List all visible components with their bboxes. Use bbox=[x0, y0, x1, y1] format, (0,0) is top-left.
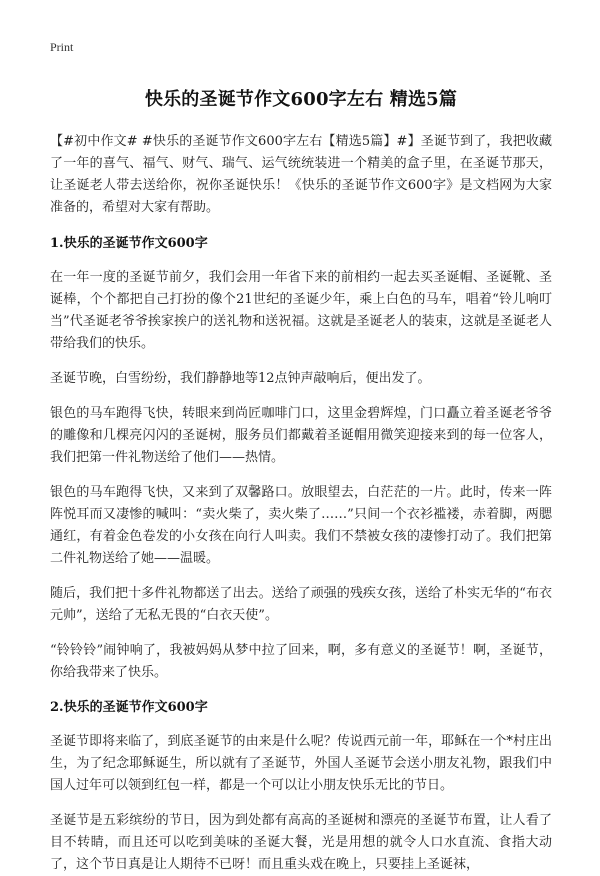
section-2-paragraph: 圣诞节即将来临了，到底圣诞节的由来是什么呢？传说西元前一年，耶稣在一个*村庄出生，为了纪念耶稣诞生，所以就有了圣诞节，外国人圣诞节会送小朋友礼物，跟我们中国人过年可以领到红包一样，都是一个可以让小朋友快乐无比的节日。 bbox=[50, 734, 552, 793]
section-1-paragraph: 随后，我们把十多件礼物都送了出去。送给了顽强的残疾女孩，送给了朴实无华的“布衣元帅”，送给了无私无畏的“白衣天使”。 bbox=[50, 586, 552, 623]
section-1-heading: 1.快乐的圣诞节作文600字 bbox=[50, 236, 208, 251]
section-1-paragraph: 银色的马车跑得飞快，又来到了双馨路口。放眼望去，白茫茫的一片。此时，传来一阵阵悦耳而又凄惨的喊叫：“卖火柴了，卖火柴了……”只间一个衣衫褴褛，赤着脚，两腮通红，有着金色卷发的小女孩在向行人叫卖。我们不禁被女孩的凄惨打动了。我们把第二件礼物送给了她——温暖。 bbox=[50, 485, 552, 566]
section-1-paragraph: 圣诞节晚，白雪纷纷，我们静静地等12点钟声敲响后，便出发了。 bbox=[50, 371, 431, 386]
page-title: 快乐的圣诞节作文600字左右 精选5篇 bbox=[144, 89, 458, 110]
section-1-paragraph: 银色的马车跑得飞快，转眼来到尚匠咖啡门口，这里金碧辉煌，门口矗立着圣诞老爷爷的雕像和几棵亮闪闪的圣诞树，服务员们都戴着圣诞帽用微笑迎接来到的每一位客人，我们把第一件礼物送给了他们——热情。 bbox=[50, 406, 552, 465]
print-link[interactable]: Print bbox=[50, 40, 74, 54]
section-1-paragraph: 在一年一度的圣诞节前夕，我们会用一年省下来的前相约一起去买圣诞帽、圣诞靴、圣诞棒，个个都把自己打扮的像个21世纪的圣诞少年，乘上白色的马车，唱着“铃儿响叮当”代圣诞老爷爷挨家挨户的送礼物和送祝福。这就是圣诞老人的装束，这就是圣诞老人带给我们的快乐。 bbox=[50, 270, 552, 351]
section-2-heading: 2.快乐的圣诞节作文600字 bbox=[50, 700, 208, 715]
section-2-paragraph: 圣诞节是五彩缤纷的节日，因为到处都有高高的圣诞树和漂亮的圣诞节布置，让人看了目不转睛，而且还可以吃到美味的圣诞大餐，光是用想的就令人口水直流、食指大动了，这个节日真是让人期待不已呀！而且重头戏在晚上，只要挂上圣诞袜， bbox=[50, 813, 552, 872]
section-1-paragraph: “铃铃铃”闹钟响了，我被妈妈从梦中拉了回来，啊，多有意义的圣诞节！啊，圣诞节，你给我带来了快乐。 bbox=[50, 643, 552, 680]
intro-paragraph: 【#初中作文# #快乐的圣诞节作文600字左右【精选5篇】#】圣诞节到了，我把收藏了一年的喜气、福气、财气、瑞气、运气统统装进一个精美的盒子里，在圣诞节那天，让圣诞老人带去送给你，祝你圣诞快乐！《快乐的圣诞节作文600字》是文档网为大家准备的，希望对大家有帮助。 bbox=[50, 134, 552, 215]
